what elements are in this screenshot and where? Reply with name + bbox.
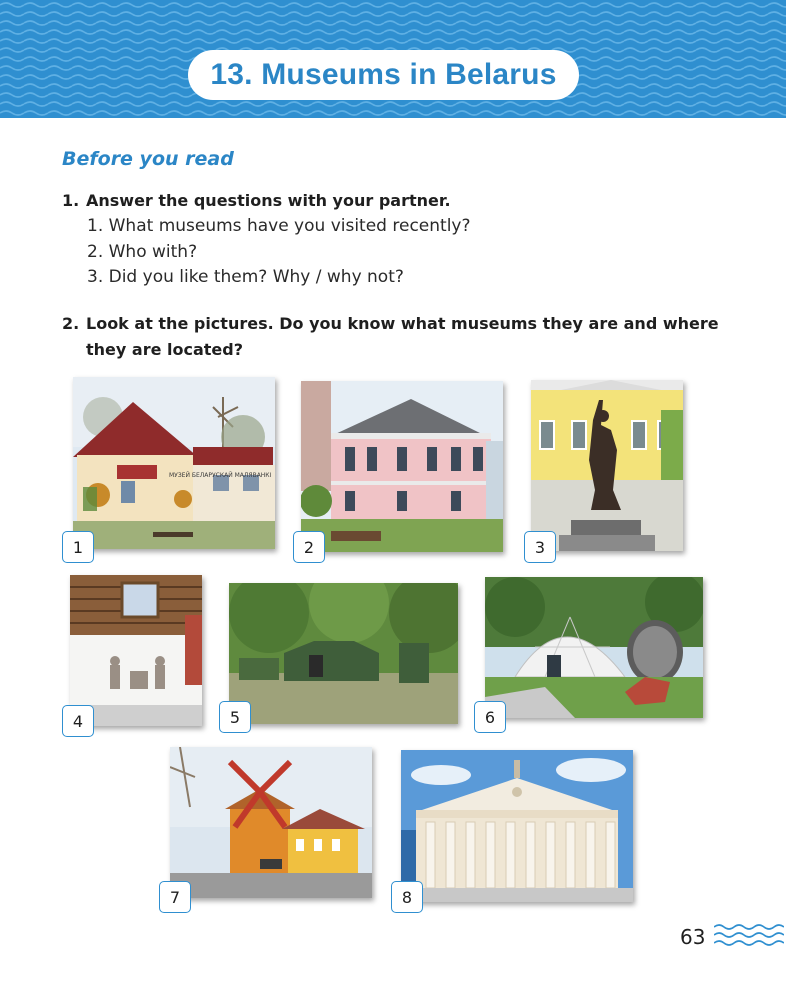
question-item: 2. Who with? [87,242,198,262]
museum-sign: МУЗЕЙ БЕЛАРУСКАЙ МАЛЯВАНКІ [169,472,272,479]
question-item: 3. Did you like them? Why / why not? [87,267,404,287]
photo-museum-1 [73,377,275,549]
section-heading: Before you read [62,148,234,170]
page-number: 63 [680,925,706,949]
task-instruction: Look at the pictures. Do you know what museums they are and where they are located? [86,314,719,359]
photo-museum-2 [301,381,503,552]
page-title: 13. Museums in Belarus [210,58,557,91]
photo-museum-6 [485,577,703,718]
photo-label: 1 [62,531,94,563]
photo-label: 3 [524,531,556,563]
task-2 [62,311,726,363]
photo-museum-3 [531,380,683,551]
photo-label: 4 [62,705,94,737]
wave-decoration-icon [714,921,784,949]
photo-museum-8 [401,750,633,902]
photo-label: 6 [474,701,506,733]
title-pill [188,50,579,100]
photo-label: 2 [293,531,325,563]
task-instruction: Answer the questions with your partner. [86,191,451,210]
photo-museum-7 [170,747,372,898]
photo-museum-4 [70,575,202,726]
task-1 [62,188,736,214]
task-number: 1. [62,191,80,210]
task-number: 2. [62,314,80,333]
photo-label: 7 [159,881,191,913]
header-banner [0,0,786,118]
photo-label: 5 [219,701,251,733]
question-item: 1. What museums have you visited recently? [87,216,471,236]
photo-museum-5 [229,583,458,724]
photo-label: 8 [391,881,423,913]
